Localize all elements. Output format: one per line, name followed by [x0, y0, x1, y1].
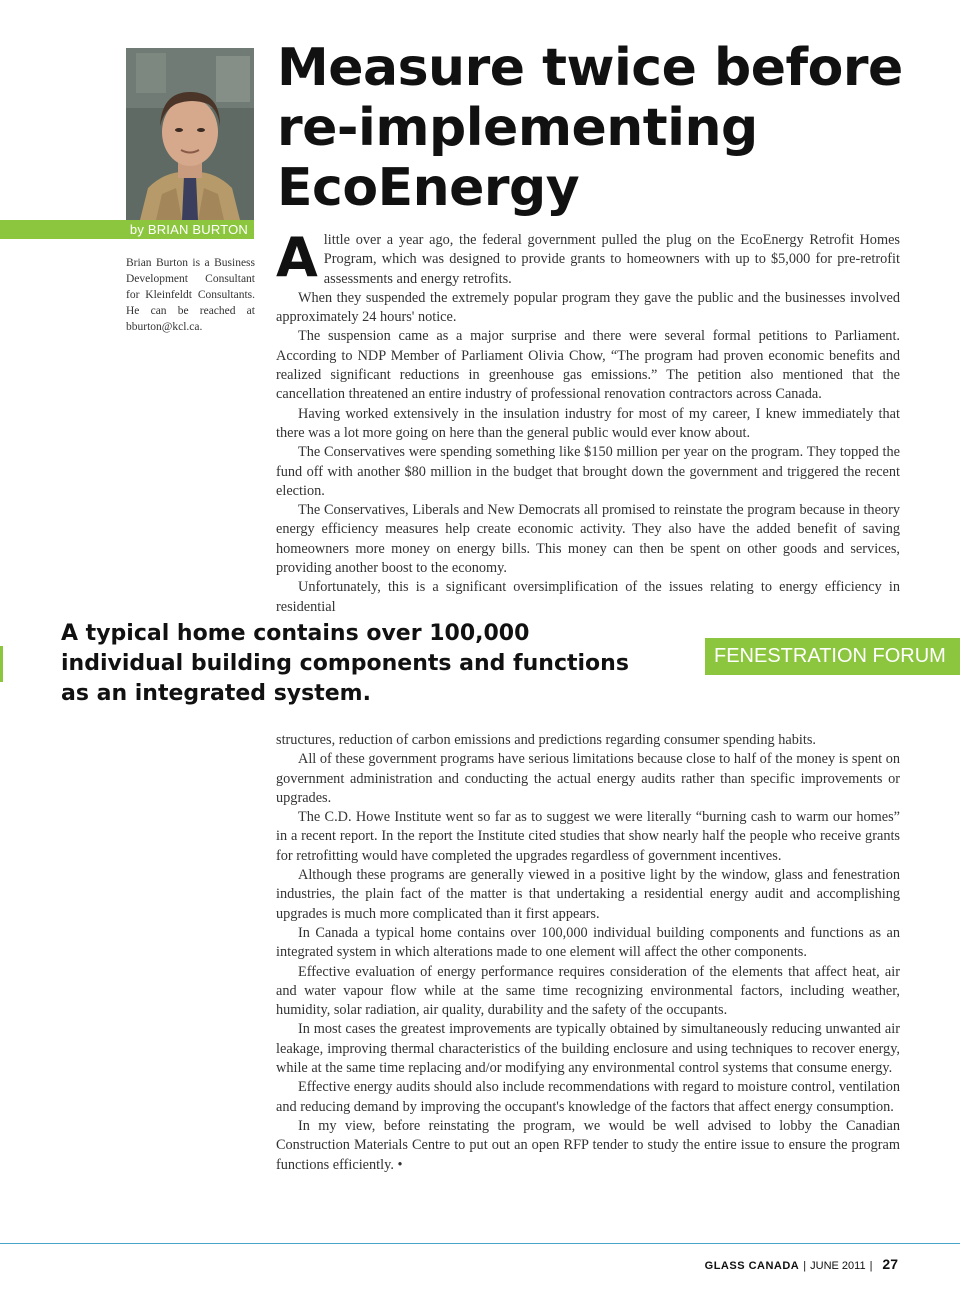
paragraph: When they suspended the extremely popular program they gave the public and the businesses involved approximately 24 hours' notice. [276, 289, 900, 326]
paragraph: Unfortunately, this is a significant oversimplification of the issues relating to energy efficiency in residential [276, 579, 900, 615]
headline-line-1: Measure twice before [277, 38, 903, 98]
paragraph: The C.D. Howe Institute went so far as to suggest we were literally “burning cash to warm our homes” in a recent report. In the report the Institute cited studies that show nearly half the people who receive grants for retrofitting would have completed the upgrades regardless of government incentives. [276, 809, 900, 864]
paragraph: Effective energy audits should also include recommendations with regard to moisture control, ventilation and reducing demand by improving the occupant's knowledge of the factors that affect energy consumption. [276, 1079, 900, 1115]
paragraph: In Canada a typical home contains over 100,000 individual building components and functions as an integrated system in which alterations made to one element will affect the other components. [276, 924, 900, 961]
page-footer [705, 1256, 898, 1272]
footer-separator: | [803, 1260, 807, 1272]
author-photo [126, 48, 254, 220]
paragraph: The Conservatives were spending something like $150 million per year on the program. They topped the fund off with another $80 million in the budget that brought down the government and triggered the recent election. [276, 444, 900, 499]
article-column-top [276, 226, 900, 617]
paragraph: All of these government programs have serious limitations because close to half of the money is spent on government administration and conducting the actual energy audits rather than specific improvements or upgrades. [276, 751, 900, 806]
issue-date: JUNE 2011 [810, 1260, 866, 1272]
author-bio: Brian Burton is a Business Development Consultant for Kleinfeldt Consultants. He can be reached at bburton@kcl.ca. [126, 257, 255, 333]
byline: by BRIAN BURTON [0, 220, 254, 239]
paragraph: The suspension came as a major surprise and there were several formal petitions to Parliament. According to NDP Member of Parliament Olivia Chow, “The program had proven economic benefits and realized significant reductions in greenhouse gas emissions.” The petition also mentioned that the cancellation threatened an entire industry of professional renovation contractors across Canada. [276, 328, 900, 403]
pullquote: A typical home contains over 100,000 individual building components and functions as an integrated system. [61, 621, 629, 706]
paragraph: The Conservatives, Liberals and New Democrats all promised to reinstate the program because in theory energy efficiency measures help create economic activity. They also have the added benefit of saving homeowners more money on energy bills. This money can then be spent on other goods and services, providing another boost to the economy. [276, 502, 900, 577]
drop-cap: A [276, 226, 318, 289]
page-number: 27 [882, 1256, 898, 1272]
lead-text: little over a year ago, the federal government pulled the plug on the EcoEnergy Retrofit Homes Program, which was designed to provide grants to homeowners with up to $5,000 for pre-retrofit assessments and energy retrofits. [323, 232, 900, 287]
article-lead-paragraph [276, 226, 900, 289]
paragraph: Although these programs are generally viewed in a positive light by the window, glass and fenestration industries, the plain fact of the matter is that undertaking a residential energy audit and accomplishing upgrades is much more complicated than it first appears. [276, 867, 900, 922]
pullquote-accent-bar [0, 646, 3, 682]
section-tag: FENESTRATION FORUM [705, 638, 960, 675]
footer-separator: | [869, 1260, 873, 1272]
author-portrait-image [126, 48, 254, 220]
headline [277, 38, 937, 218]
paragraph: Effective evaluation of energy performance requires consideration of the elements that affect heat, air and water vapour flow while at the same time recognizing environmental factors, including weather, humidity, solar radiation, air quality, durability and the safety of the occupants. [276, 963, 900, 1019]
article-column-bottom [276, 731, 900, 1175]
footer-rule [0, 1243, 960, 1244]
paragraph: Having worked extensively in the insulation industry for most of my career, I knew immediately that there was a lot more going on here than the general public would ever know about. [276, 405, 900, 441]
headline-line-3: EcoEnergy [277, 158, 580, 218]
paragraph: structures, reduction of carbon emissions and predictions regarding consumer spending habits. [276, 732, 816, 748]
paragraph: In my view, before reinstating the program, we would be well advised to lobby the Canadian Construction Materials Centre to put out an open RFP tender to study the entire issue to ensure the program functions efficiently. • [276, 1117, 900, 1173]
headline-line-2: re-implementing [277, 98, 758, 158]
paragraph: In most cases the greatest improvements are typically obtained by simultaneously reducing unwanted air leakage, improving thermal characteristics of the building enclosure and using techniques to recover energy, while at the same time replacing and/or modifying any environmental control systems that consume energy. [276, 1021, 900, 1077]
publication-name: GLASS CANADA [704, 1260, 800, 1272]
